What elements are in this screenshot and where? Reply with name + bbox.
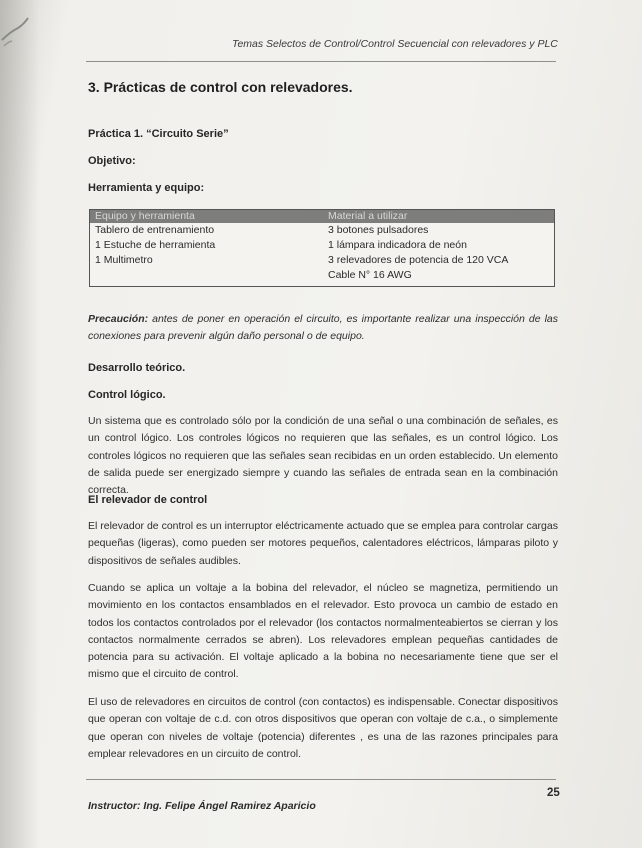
theory-heading: Desarrollo teórico. xyxy=(88,362,186,374)
table-cell: 3 botones pulsadores xyxy=(328,224,429,236)
table-header-cell: Equipo y herramienta xyxy=(95,210,195,222)
caution-text: antes de poner en operación el circuito, es importante realizar una inspección de las conexiones para prevenir algún daño personal o de equipo. xyxy=(88,313,558,343)
page-edge-shadow xyxy=(0,0,40,848)
caution-label: Precaución: xyxy=(88,313,149,325)
caution-paragraph xyxy=(88,311,558,346)
table-cell: 1 Estuche de herramienta xyxy=(95,239,216,251)
practice-title: Práctica 1. “Circuito Serie” xyxy=(88,128,229,140)
ink-mark xyxy=(0,10,30,50)
tools-label: Herramienta y equipo: xyxy=(88,182,205,194)
equipment-table xyxy=(89,209,555,287)
table-header-row xyxy=(90,210,554,223)
page-number: 25 xyxy=(547,787,560,799)
section-title-text: Prácticas de control con relevadores. xyxy=(103,79,353,95)
section-number: 3. xyxy=(88,79,100,95)
table-cell: 1 Multimetro xyxy=(95,254,153,266)
header-rule xyxy=(86,61,556,62)
footer-instructor: Instructor: Ing. Felipe Ángel Ramirez Aparicio xyxy=(88,800,316,812)
relay-paragraph-2: Cuando se aplica un voltaje a la bobina del relevador, el núcleo se magnetiza, permitiendo un movimiento en los contactos ensamblados en el relevador. Esto provoca un cambio de estado en todos los contactos controlados por el relevador (los contactos normalmenteabiertos se cierran y los contactos normalmente cerrados se abren). Los relevadores emplean pequeñas cantidades de potencia para su activación. El voltaje aplicado a la bobina no necesariamente tiene que ser el mismo que el circuito de control. xyxy=(88,582,558,681)
table-header-cell: Material a utilizar xyxy=(328,210,408,222)
section-title xyxy=(88,79,353,95)
table-cell: Tablero de entrenamiento xyxy=(95,224,215,236)
relay-paragraph-1: El relevador de control es un interruptor eléctricamente actuado que se emplea para controlar cargas pequeñas (ligeras), como pueden ser motores pequeños, calentadores eléctricos, lámparas piloto y dispositivos de señales audibles. xyxy=(88,520,558,567)
running-header: Temas Selectos de Control/Control Secuencial con relevadores y PLC xyxy=(232,38,558,50)
relay-heading: El relevador de control xyxy=(88,494,208,506)
table-cell: 3 relevadores de potencia de 120 VCA xyxy=(328,254,509,266)
table-cell: 1 lámpara indicadora de neón xyxy=(328,239,467,251)
objective-label: Objetivo: xyxy=(88,155,136,167)
relay-paragraph-3: El uso de relevadores en circuitos de control (con contactos) es indispensable. Conectar dispositivos que operan con voltaje de c.d. con otros dispositivos que operan con voltaje de c.a., o simplemente que operan con niveles de voltaje (potencia) diferentes , es una de las razones principales para emplear relevadores en un circuito de control. xyxy=(88,696,558,760)
logic-paragraph: Un sistema que es controlado sólo por la condición de una señal o una combinación de señales, es un control lógico. Los controles lógicos no requieren que las señales, es un control lógico. Los controles lógicos no requieren que las señales sean recibidas en un orden establecido. Un elemento de salida puede ser energizado siempre y cuando las señales de entrada sean en la combinación correcta. xyxy=(88,415,558,497)
logic-heading: Control lógico. xyxy=(88,389,166,401)
table-cell: Cable N° 16 AWG xyxy=(328,269,412,281)
footer-rule xyxy=(86,779,556,780)
